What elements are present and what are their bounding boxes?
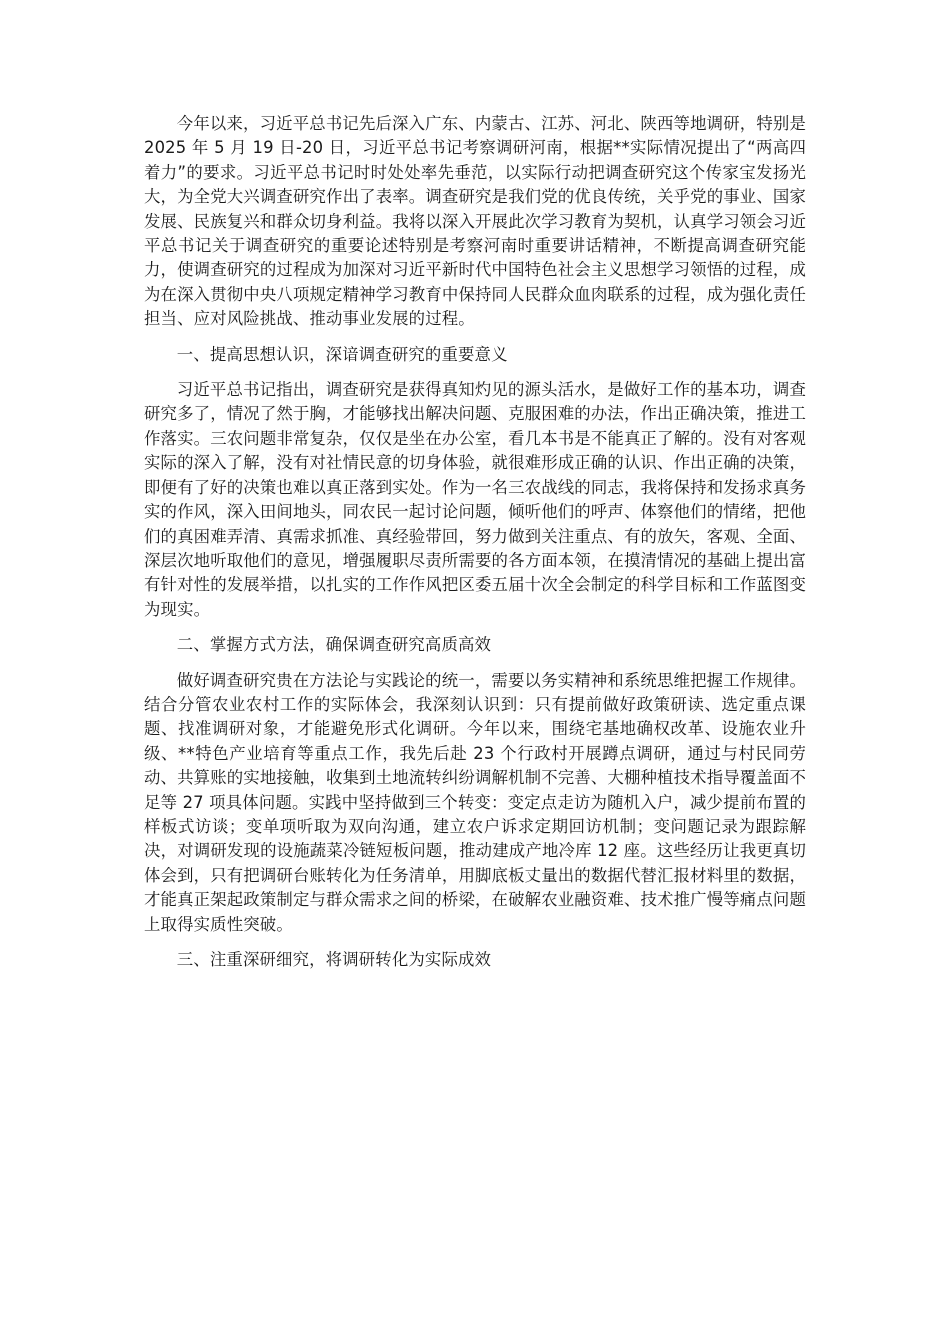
section-heading-3: 三、注重深研细究，将调研转化为实际成效 [176,950,492,969]
section-heading-2: 二、掌握方式方法，确保调查研究高质高效 [176,635,492,655]
section-2-paragraph: 做好调查研究贵在方法论与实践论的统一，需要以务实精神和系统思维把握工作规律。结合分管农业农村工作的实际体会，我深刻认识到：只有提前做好政策研读、选定重点课题、找准调研对象，才能避免形式化调研。今年以来，围绕宅基地确权改革、设施农业升级、**特色产业培育等重点工作，我先后赴 23 个行政村开展蹲点调研，通过与村民同劳动、共算账的实地接触，收集到土地流转纠纷调解机制不完善、大棚种植技术指导覆盖面不足等 27 项具体问题。实践中坚持做到三个转变：变定点走访为随机入户，减少提前布置的样板式访谈；变单项听取为双向沟通，建立农户诉求定期回访机制；变问题记录为跟踪解决，对调研发现的设施蔬菜冷链短板问题，推动建成产地冷库 12 座。这些经历让我更真切体会到，只有把调研台账转化为任务清单，用脚底板丈量出的数据代替汇报材料里的数据，才能真正架起政策制定与群众需求之间的桥梁，在破解农业融资难、技术推广慢等痛点问题上取得实质性突破。 [144,670,806,934]
document-page [144,112,806,972]
section-heading-1: 一、提高思想认识，深谙调查研究的重要意义 [176,344,508,364]
section-1-paragraph: 习近平总书记指出，调查研究是获得真知灼见的源头活水，是做好工作的基本功，调查研究多了，情况了然于胸，才能够找出解决问题、克服困难的办法，作出正确决策，推进工作落实。三农问题非常复杂，仅仅是坐在办公室，看几本书是不能真正了解的。没有对客观实际的深入了解，没有对社情民意的切身体验，就很难形成正确的认识、作出正确的决策，即便有了好的决策也难以真正落到实处。作为一名三农战线的同志，我将保持和发扬求真务实的作风，深入田间地头，同农民一起讨论问题，倾听他们的呼声、体察他们的情绪，把他们的真困难弄清、真需求抓准、真经验带回，努力做到关注重点、有的放矢，客观、全面、深层次地听取他们的意见，增强履职尽责所需要的各方面本领，在摸清情况的基础上提出富有针对性的发展举措，以扎实的工作作风把区委五届十次全会制定的科学目标和工作蓝图变为现实。 [144,380,806,619]
intro-paragraph: 今年以来，习近平总书记先后深入广东、内蒙古、江苏、河北、陕西等地调研，特别是 2025 年 5 月 19 日-20 日，习近平总书记考察调研河南，根据**实际情况提出了“两高四着力”的要求。习近平总书记时时处处率先垂范，以实际行动把调查研究这个传家宝发扬光大，为全党大兴调查研究作出了表率。调查研究是我们党的优良传统，关乎党的事业、国家发展、民族复兴和群众切身利益。我将以深入开展此次学习教育为契机，认真学习领会习近平总书记关于调查研究的重要论述特别是考察河南时重要讲话精神，不断提高调查研究能力，使调查研究的过程成为加深对习近平新时代中国特色社会主义思想学习领悟的过程，成为在深入贯彻中央八项规定精神学习教育中保持同人民群众血肉联系的过程，成为强化责任担当、应对风险挑战、推动事业发展的过程。 [144,114,806,329]
